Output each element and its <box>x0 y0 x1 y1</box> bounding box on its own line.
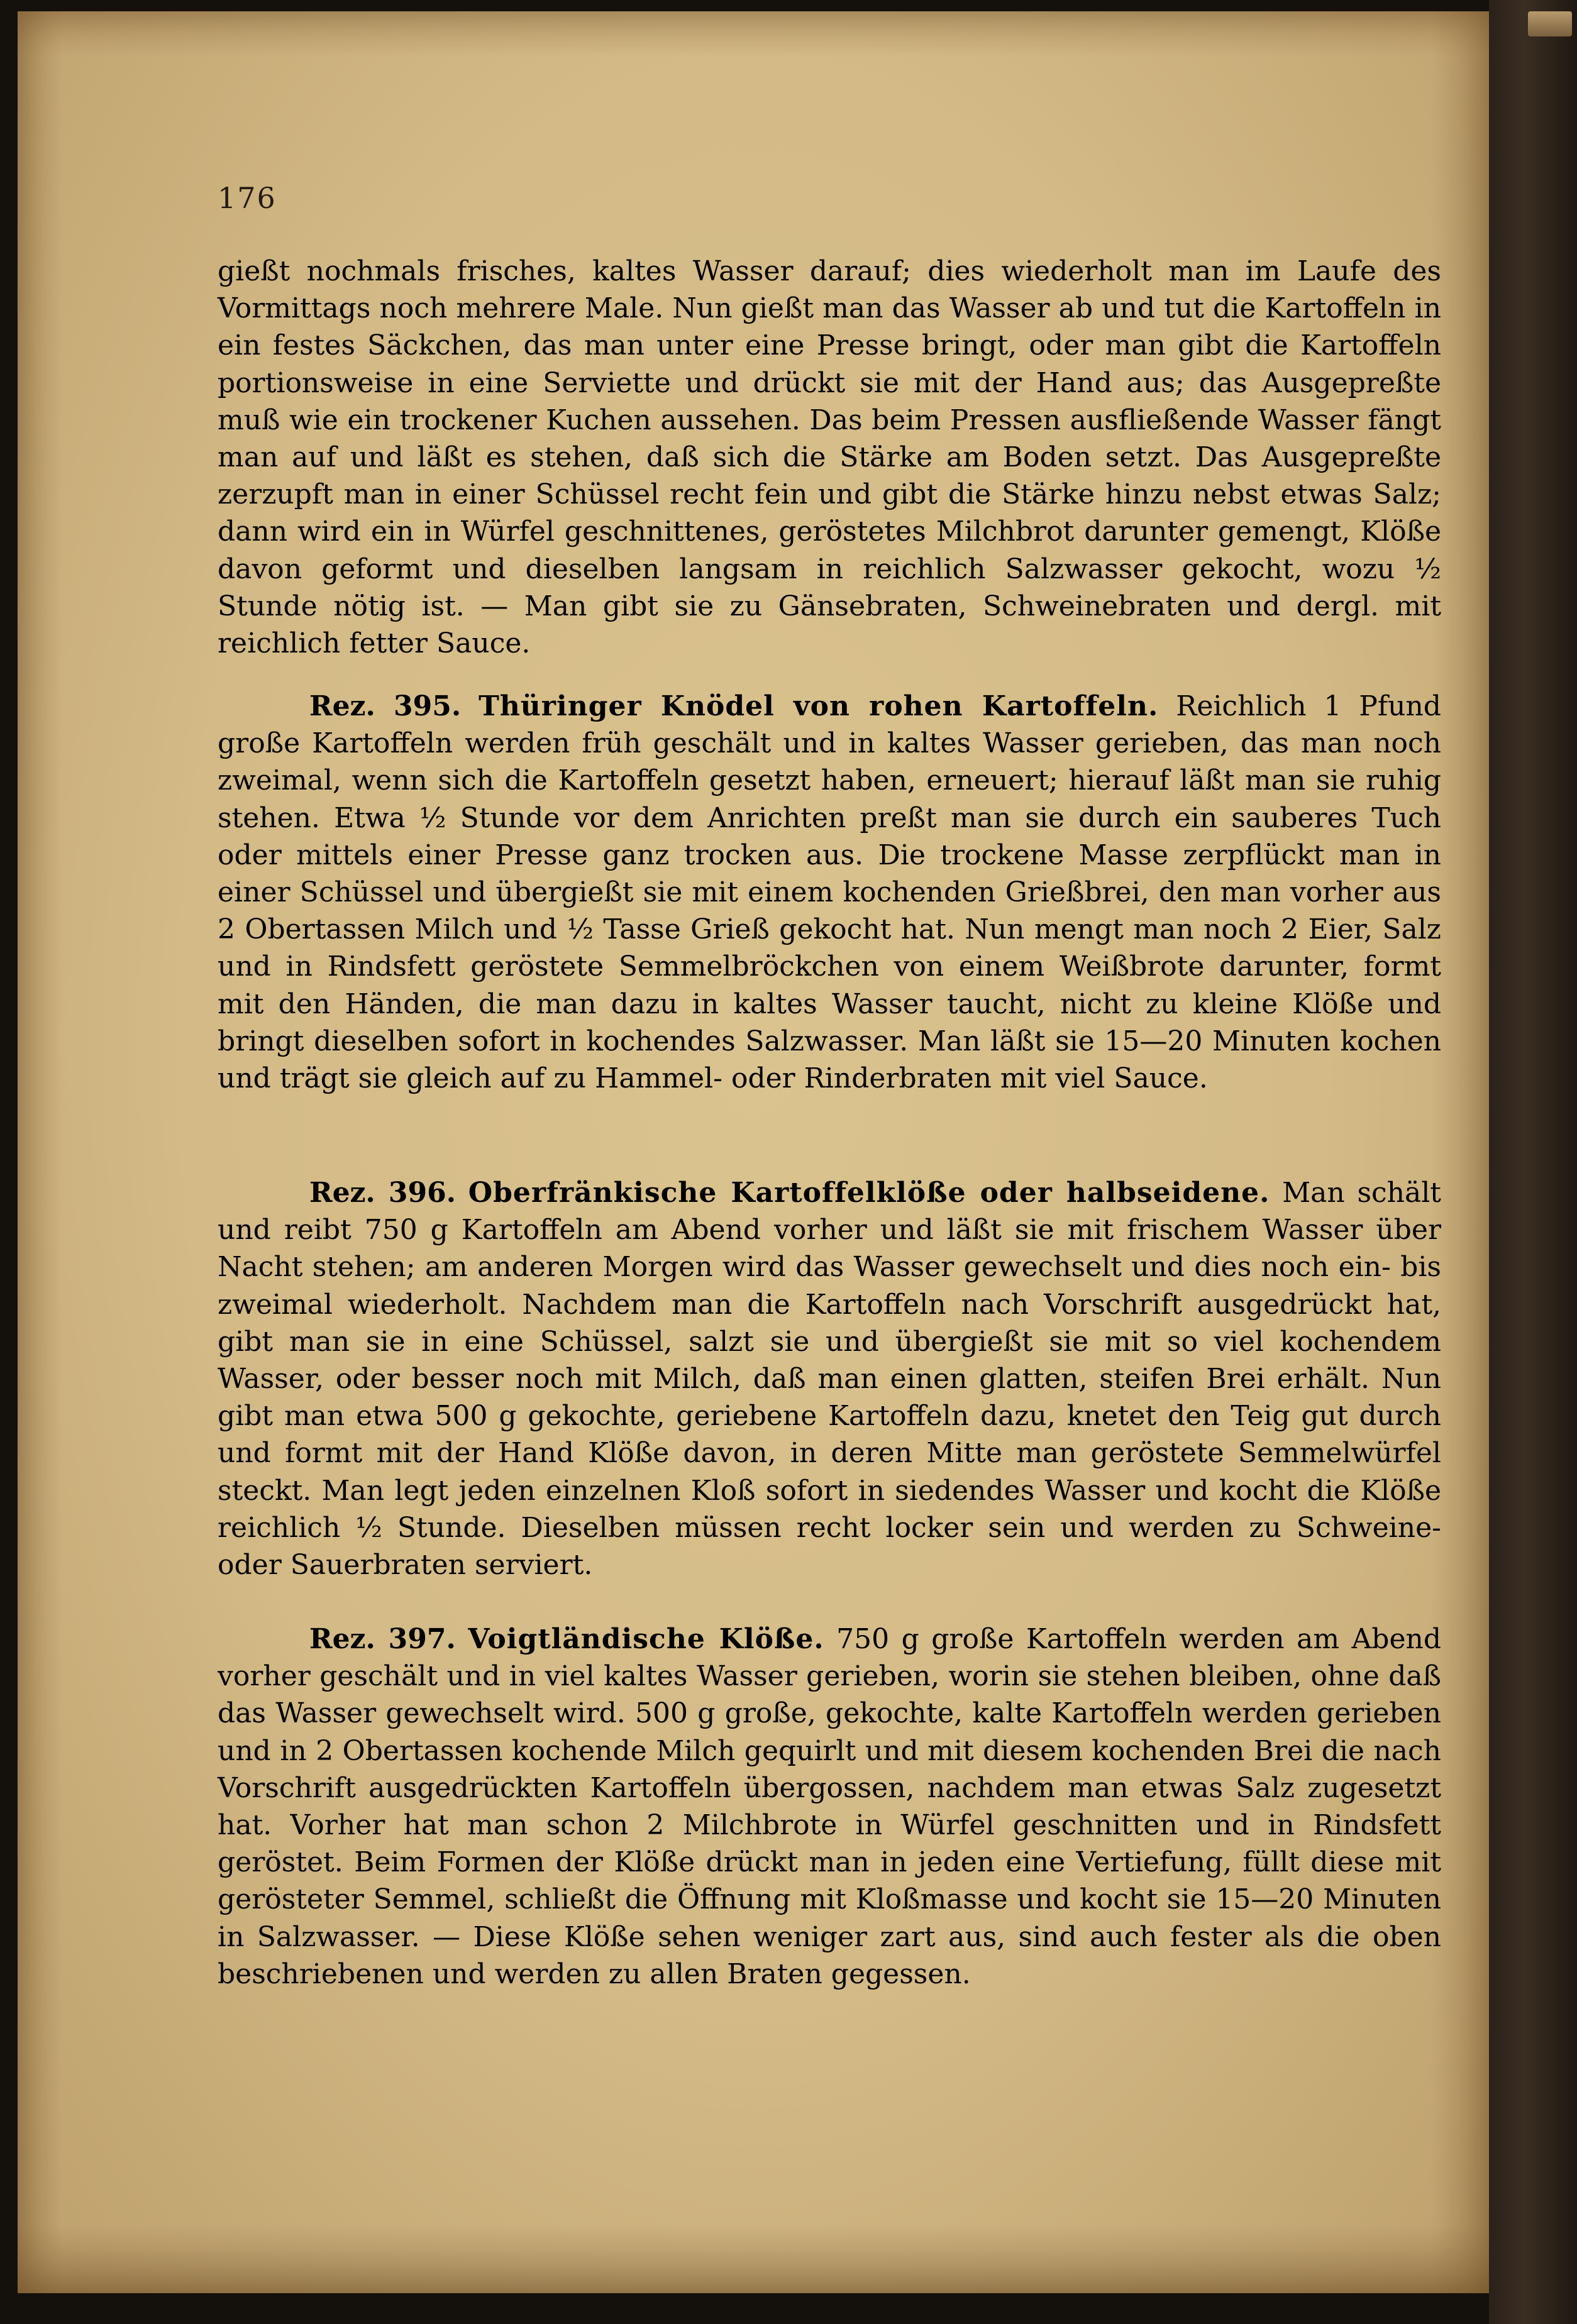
recipe-395 <box>218 688 1441 1097</box>
recipe-text: 750 g große Kartoffeln werden am Abend vorher geschält und in viel kaltes Wasser gerieben, worin sie stehen bleiben, ohne daß das Wasser gewechselt wird. 500 g große, gekochte, kalte Kartoffeln werden gerieben und in 2 Obertassen kochende Milch gequirlt und mit diesem kochenden Brei die nach Vorschrift ausgedrückten Kartoffeln übergossen, nachdem man etwas Salz zugesetzt hat. Vorher hat man schon 2 Milchbrote in Würfel geschnitten und in Rindsfett geröstet. Beim Formen der Klöße drückt man in jeden eine Vertiefung, füllt diese mit gerösteter Semmel, schließt die Öffnung mit Kloßmasse und kocht sie 15—20 Minuten in Salzwasser. — Diese Klöße sehen weniger zart aus, sind auch fester als die oben beschriebenen und werden zu allen Braten gegessen. <box>218 1623 1442 1990</box>
recipe-396 <box>218 1174 1441 1583</box>
recipe-number: Rez. 396. <box>309 1177 456 1209</box>
recipe-title: Oberfränkische Kartoffelklöße oder halbseidene. <box>468 1177 1270 1209</box>
recipe-title: Thüringer Knödel von rohen Kartoffeln. <box>479 690 1159 722</box>
binding-thread <box>1528 11 1572 36</box>
recipe-text: Reichlich 1 Pfund große Kartoffeln werden früh geschält und in kaltes Wasser gerieben, das man noch zweimal, wenn sich die Kartoffeln gesetzt haben, erneuert; hierauf läßt man sie ruhig stehen. Etwa ½ Stunde vor dem Anrichten preßt man sie durch ein sauberes Tuch oder mittels einer Presse ganz trocken aus. Die trockene Masse zerpflückt man in einer Schüssel und übergießt sie mit einem kochenden Grießbrei, den man vorher aus 2 Obertassen Milch und ½ Tasse Grieß gekocht hat. Nun mengt man noch 2 Eier, Salz und in Rindsfett geröstete Semmelbröckchen von einem Weißbrote darunter, formt mit den Händen, die man dazu in kaltes Wasser taucht, nicht zu kleine Klöße und bringt dieselben sofort in kochendes Salzwasser. Man läßt sie 15—20 Minuten kochen und trägt sie gleich auf zu Hammel- oder Rinderbraten mit viel Sauce. <box>218 690 1441 1095</box>
recipe-text: Man schält und reibt 750 g Kartoffeln am Abend vorher und läßt sie mit frischem Wasser über Nacht stehen; am anderen Morgen wird das Wasser gewechselt und dies noch ein- bis zweimal wiederholt. Nachdem man die Kartoffeln nach Vorschrift ausgedrückt hat, gibt man sie in eine Schüssel, salzt sie und übergießt sie mit so viel kochendem Wasser, oder besser noch mit Milch, daß man einen glatten, steifen Brei erhält. Nun gibt man etwa 500 g gekochte, geriebene Kartoffeln dazu, knetet den Teig gut durch und formt mit der Hand Klöße davon, in deren Mitte man geröstete Semmelwürfel steckt. Man legt jeden einzelnen Kloß sofort in siedendes Wasser und kocht die Klöße reichlich ½ Stunde. Dieselben müssen recht locker sein und werden zu Schweine- oder Sauerbraten serviert. <box>218 1177 1441 1582</box>
book-binding <box>1489 0 1577 2324</box>
recipe-number: Rez. 395. <box>309 690 462 722</box>
recipe-title: Voigtländische Klöße. <box>468 1623 824 1655</box>
page-number: 176 <box>218 181 277 215</box>
recipe-number: Rez. 397. <box>309 1623 456 1655</box>
recipe-397 <box>218 1621 1441 1993</box>
intro-paragraph: gießt nochmals frisches, kaltes Wasser darauf; dies wiederholt man im Laufe des Vormittags noch mehrere Male. Nun gießt man das Wasser ab und tut die Kartoffeln in ein festes Säckchen, das man unter eine Presse bringt, oder man gibt die Kartoffeln portionsweise in eine Serviette und drückt sie mit der Hand aus; das Ausgepreßte muß wie ein trockener Kuchen aussehen. Das beim Pressen ausfließende Wasser fängt man auf und läßt es stehen, daß sich die Stärke am Boden setzt. Das Ausgepreßte zerzupft man in einer Schüssel recht fein und gibt die Stärke hinzu nebst etwas Salz; dann wird ein in Würfel geschnittenes, geröstetes Milchbrot darunter gemengt, Klöße davon geformt und dieselben langsam in reichlich Salzwasser gekocht, wozu ½ Stunde nötig ist. — Man gibt sie zu Gänsebraten, Schweinebraten und dergl. mit reichlich fetter Sauce. <box>218 255 1441 660</box>
